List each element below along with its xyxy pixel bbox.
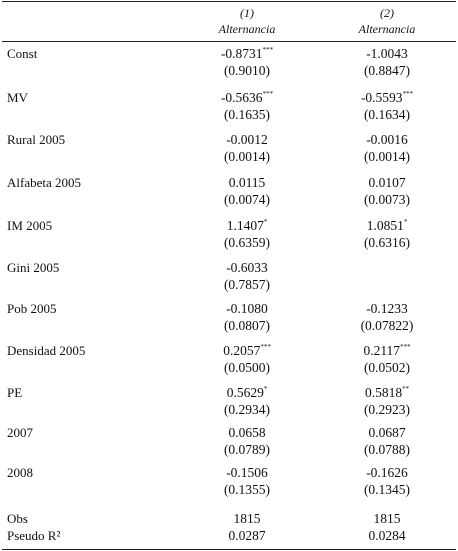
- row-label: Rural 2005: [7, 132, 66, 147]
- column-name: Alternancia: [218, 22, 276, 36]
- coef-value: 0.5818: [364, 385, 403, 400]
- row-label: Alfabeta 2005: [7, 175, 82, 190]
- column-number: (1): [240, 6, 254, 20]
- significance-stars: *: [403, 218, 408, 226]
- coef-value: 0.2117: [363, 343, 401, 358]
- top-rule: [2, 1, 456, 2]
- coef-value: -0.6033: [226, 260, 268, 275]
- bottom-rule: [2, 549, 456, 550]
- coef-cell: [177, 89, 317, 106]
- coef-cell: [177, 464, 317, 481]
- coef-cell: [317, 45, 457, 62]
- se-cell: (0.6359): [223, 235, 271, 250]
- se-cell: (0.1345): [363, 482, 411, 497]
- coef-cell: [177, 131, 317, 148]
- se-cell: (0.2934): [223, 402, 271, 417]
- se-cell: (0.0073): [363, 192, 411, 207]
- se-cell: (0.0788): [363, 442, 411, 457]
- coef-value: -0.0016: [366, 132, 408, 147]
- coef-cell: [177, 424, 317, 441]
- significance-stars: *: [263, 385, 268, 393]
- coef-cell: [317, 89, 457, 106]
- se-cell: (0.0807): [223, 318, 271, 333]
- stat-value: 1815: [233, 511, 261, 526]
- coef-cell: [317, 131, 457, 148]
- coef-value: -0.5636: [220, 90, 263, 105]
- row-label: Gini 2005: [7, 260, 60, 275]
- row-label: Densidad 2005: [7, 343, 86, 358]
- stat-value: 0.0284: [368, 528, 406, 543]
- coef-value: 0.2057: [223, 343, 261, 358]
- coef-value: 1.0851: [366, 218, 404, 233]
- se-cell: (0.1635): [223, 107, 271, 122]
- se-cell: (0.7857): [223, 277, 271, 292]
- row-label: Const: [7, 46, 38, 61]
- coef-cell: [317, 300, 457, 317]
- coef-value: 0.0658: [228, 425, 266, 440]
- coef-value: -0.1626: [366, 465, 408, 480]
- row-label: PE: [7, 385, 23, 400]
- coef-cell: [177, 174, 317, 191]
- coef-value: -0.1233: [366, 301, 408, 316]
- coef-cell: [317, 217, 457, 234]
- coef-value: 0.0687: [368, 425, 406, 440]
- stat-value: 1815: [373, 511, 401, 526]
- coef-value: -0.0012: [226, 132, 268, 147]
- significance-stars: **: [402, 385, 410, 393]
- significance-stars: ***: [260, 343, 271, 351]
- row-label: Obs: [7, 511, 28, 526]
- column-header-2: [317, 5, 457, 37]
- column-number: (2): [380, 6, 394, 20]
- row-label: MV: [7, 90, 28, 105]
- header-rule: [2, 41, 456, 42]
- se-cell: (0.0502): [363, 360, 411, 375]
- coef-cell: [177, 342, 317, 359]
- coef-cell: [177, 300, 317, 317]
- se-cell: (0.0789): [223, 442, 271, 457]
- row-label: Pob 2005: [7, 301, 57, 316]
- significance-stars: ***: [402, 90, 414, 98]
- coef-value: -0.1080: [226, 301, 268, 316]
- coef-cell: [317, 174, 457, 191]
- coef-value: 1.1407: [226, 218, 264, 233]
- significance-stars: ***: [400, 343, 411, 351]
- se-cell: (0.9010): [223, 63, 271, 78]
- column-header-1: [177, 5, 317, 37]
- se-cell: (0.8847): [363, 63, 411, 78]
- coef-value: 0.0115: [228, 175, 266, 190]
- se-cell: (0.0074): [223, 192, 271, 207]
- se-cell: (0.0014): [363, 149, 411, 164]
- coef-cell: [177, 45, 317, 62]
- coef-value: 0.0107: [368, 175, 406, 190]
- coef-cell: [177, 384, 317, 401]
- coef-cell: [177, 217, 317, 234]
- significance-stars: *: [263, 218, 268, 226]
- row-label: IM 2005: [7, 218, 53, 233]
- coef-value: -1.0043: [366, 46, 408, 61]
- stat-value: 0.0287: [228, 528, 266, 543]
- se-cell: (0.1634): [363, 107, 411, 122]
- coef-value: -0.1506: [226, 465, 268, 480]
- se-cell: (0.0014): [223, 149, 271, 164]
- column-name: Alternancia: [358, 22, 416, 36]
- significance-stars: ***: [262, 46, 274, 54]
- significance-stars: ***: [262, 90, 274, 98]
- coef-cell: [317, 342, 457, 359]
- row-label: Pseudo R²: [7, 528, 61, 543]
- row-label: 2007: [7, 425, 33, 440]
- coef-cell: [317, 424, 457, 441]
- se-cell: (0.07822): [360, 318, 414, 333]
- coef-cell: [317, 384, 457, 401]
- se-cell: (0.1355): [223, 482, 271, 497]
- coef-value: -0.8731: [220, 46, 263, 61]
- coef-cell: [317, 464, 457, 481]
- se-cell: (0.2923): [363, 402, 411, 417]
- row-label: 2008: [7, 465, 33, 480]
- coef-cell: [177, 259, 317, 276]
- coef-value: 0.5629: [226, 385, 264, 400]
- se-cell: (0.6316): [363, 235, 411, 250]
- coef-value: -0.5593: [360, 90, 403, 105]
- se-cell: (0.0500): [223, 360, 271, 375]
